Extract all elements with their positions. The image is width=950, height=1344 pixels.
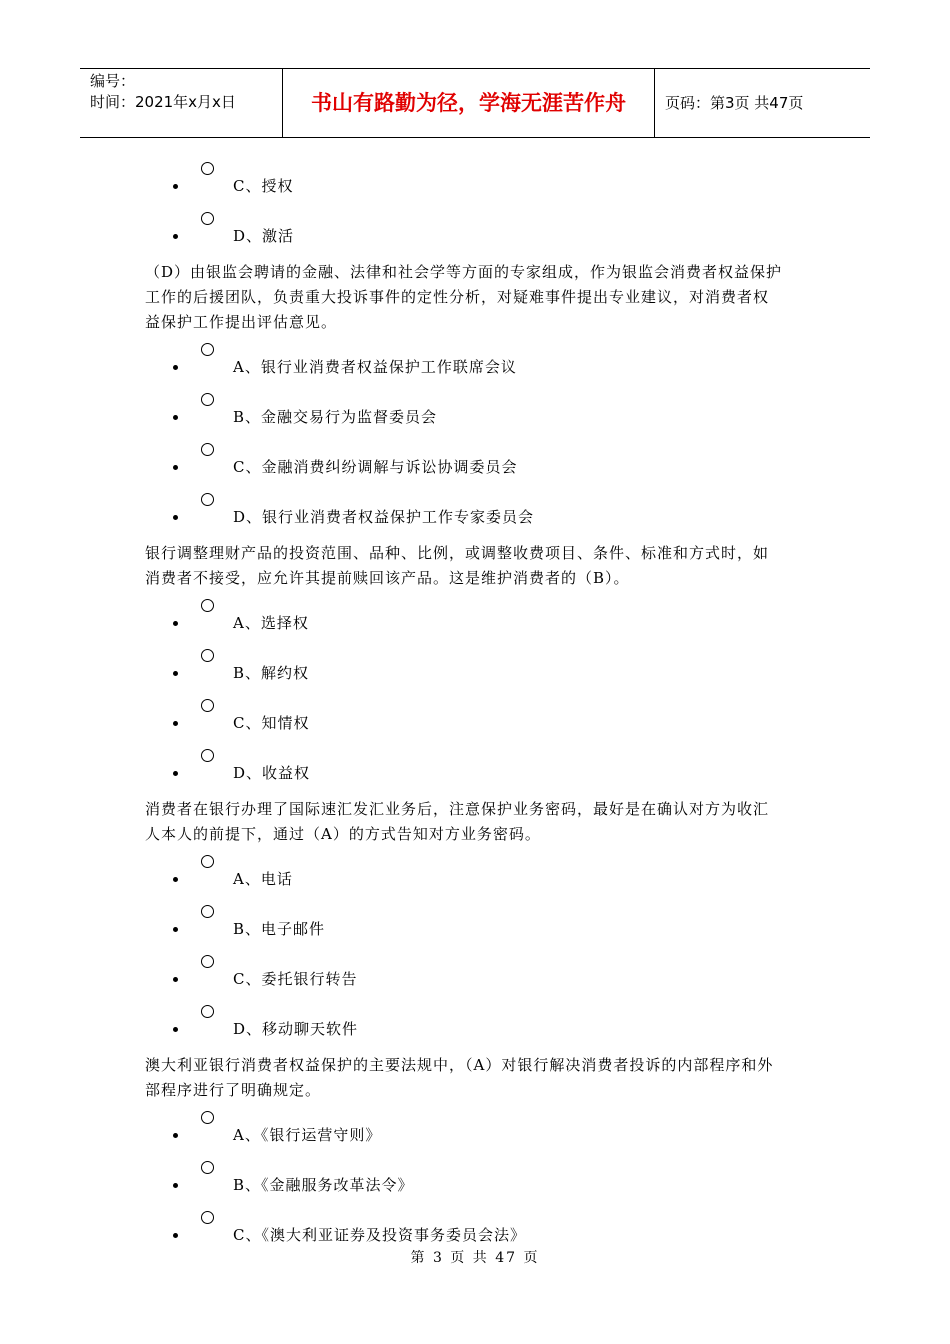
radio-button[interactable] <box>201 649 214 662</box>
question-line: 消费者不接受，应允许其提前赎回该产品。这是维护消费者的（B）。 <box>145 569 630 587</box>
bullet-icon <box>173 977 178 982</box>
answer-option: C、金融消费纠纷调解与诉讼协调委员会 <box>233 458 518 476</box>
header-meta <box>80 69 283 137</box>
radio-button[interactable] <box>201 1111 214 1124</box>
radio-button[interactable] <box>201 1005 214 1018</box>
radio-button[interactable] <box>201 343 214 356</box>
bullet-icon <box>173 184 178 189</box>
question-line: 工作的后援团队，负责重大投诉事件的定性分析，对疑难事件提出专业建议，对消费者权 <box>145 288 770 306</box>
answer-option: C、委托银行转告 <box>233 970 358 988</box>
page-header <box>80 68 870 138</box>
bullet-icon <box>173 721 178 726</box>
question-line: 人本人的前提下，通过（A）的方式告知对方业务密码。 <box>145 825 541 843</box>
question-line: （D）由银监会聘请的金融、法律和社会学等方面的专家组成，作为银监会消费者权益保护 <box>145 263 783 281</box>
bullet-icon <box>173 671 178 676</box>
answer-option: D、移动聊天软件 <box>233 1020 359 1038</box>
answer-option: B、解约权 <box>233 664 310 682</box>
bullet-icon <box>173 465 178 470</box>
document-number-label: 编号： <box>90 72 136 90</box>
question-line: 银行调整理财产品的投资范围、品种、比例，或调整收费项目、条件、标准和方式时，如 <box>145 544 770 562</box>
bullet-icon <box>173 771 178 776</box>
bullet-icon <box>173 621 178 626</box>
answer-option: C、授权 <box>233 177 294 195</box>
answer-option: B、《金融服务改革法令》 <box>233 1176 414 1194</box>
document-date: 时间：2021年x月x日 <box>90 93 236 111</box>
radio-button[interactable] <box>201 699 214 712</box>
question-line: 益保护工作提出评估意见。 <box>145 313 338 331</box>
radio-button[interactable] <box>201 212 214 225</box>
question-text <box>145 260 815 335</box>
answer-option: A、选择权 <box>233 614 309 632</box>
bullet-icon <box>173 415 178 420</box>
answer-option: D、激活 <box>233 227 295 245</box>
bullet-icon <box>173 1027 178 1032</box>
radio-button[interactable] <box>201 855 214 868</box>
radio-button[interactable] <box>201 1211 214 1224</box>
question-line: 消费者在银行办理了国际速汇发汇业务后，注意保护业务密码，最好是在确认对方为收汇 <box>145 800 770 818</box>
answer-option: A、电话 <box>233 870 293 888</box>
bullet-icon <box>173 234 178 239</box>
answer-option: B、电子邮件 <box>233 920 326 938</box>
question-line: 澳大利亚银行消费者权益保护的主要法规中，（A）对银行解决消费者投诉的内部程序和外 <box>145 1056 774 1074</box>
radio-button[interactable] <box>201 955 214 968</box>
bullet-icon <box>173 1133 178 1138</box>
header-motto: 书山有路勤为径，学海无涯苦作舟 <box>283 69 655 137</box>
answer-option: D、银行业消费者权益保护工作专家委员会 <box>233 508 535 526</box>
bullet-icon <box>173 877 178 882</box>
radio-button[interactable] <box>201 443 214 456</box>
radio-button[interactable] <box>201 749 214 762</box>
question-text <box>145 541 815 591</box>
answer-option: A、《银行运营守则》 <box>233 1126 382 1144</box>
question-text <box>145 1053 815 1103</box>
question-line: 部程序进行了明确规定。 <box>145 1081 322 1099</box>
answer-option: C、《澳大利亚证券及投资事务委员会法》 <box>233 1226 526 1244</box>
radio-button[interactable] <box>201 599 214 612</box>
answer-option: D、收益权 <box>233 764 311 782</box>
radio-button[interactable] <box>201 162 214 175</box>
radio-button[interactable] <box>201 1161 214 1174</box>
bullet-icon <box>173 1233 178 1238</box>
bullet-icon <box>173 365 178 370</box>
answer-option: B、金融交易行为监督委员会 <box>233 408 438 426</box>
bullet-icon <box>173 927 178 932</box>
radio-button[interactable] <box>201 493 214 506</box>
question-text <box>145 797 815 847</box>
header-page-info: 页码：第3页 共47页 <box>665 94 804 112</box>
radio-button[interactable] <box>201 905 214 918</box>
bullet-icon <box>173 1183 178 1188</box>
bullet-icon <box>173 515 178 520</box>
answer-option: A、银行业消费者权益保护工作联席会议 <box>233 358 517 376</box>
page-footer: 第 3 页 共 47 页 <box>410 1250 540 1266</box>
radio-button[interactable] <box>201 393 214 406</box>
answer-option: C、知情权 <box>233 714 310 732</box>
